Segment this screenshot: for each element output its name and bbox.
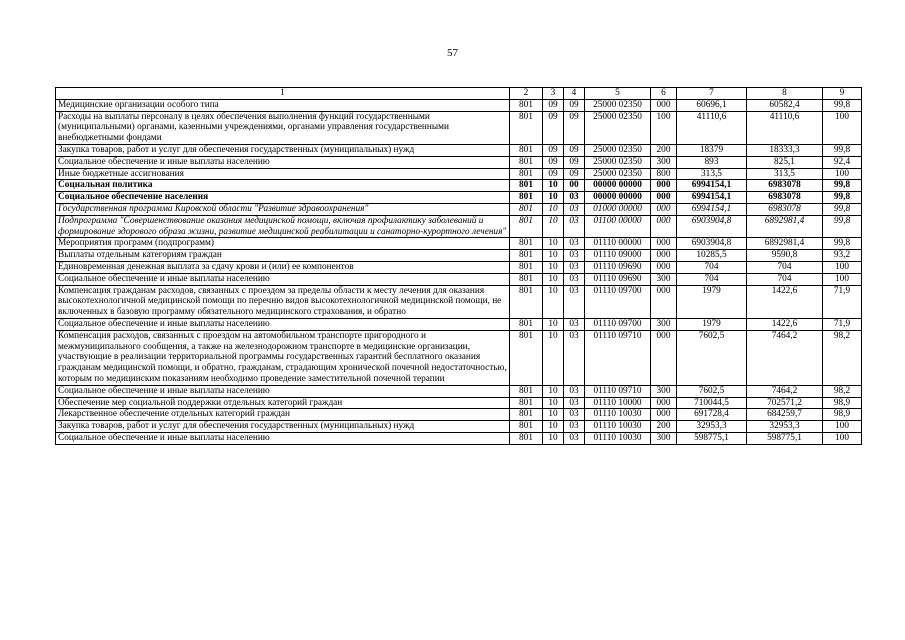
expense-type-code: 800	[651, 168, 677, 180]
planned-amount: 18379	[677, 144, 747, 156]
chapter-code: 801	[510, 261, 543, 273]
row-name: Социальная политика	[56, 180, 510, 192]
target-article-code: 01110 10000	[585, 397, 651, 409]
column-number: 6	[651, 88, 677, 100]
planned-amount: 1979	[677, 285, 747, 318]
expense-type-code: 300	[651, 156, 677, 168]
section-code: 10	[543, 273, 564, 285]
execution-percent: 100	[823, 273, 862, 285]
expense-type-code: 000	[651, 238, 677, 250]
section-code: 10	[543, 215, 564, 238]
expense-type-code: 000	[651, 203, 677, 215]
expense-type-code: 000	[651, 215, 677, 238]
table-row	[56, 432, 862, 444]
planned-amount: 6903904,8	[677, 238, 747, 250]
table-row	[56, 273, 862, 285]
row-name: Социальное обеспечение и иные выплаты населению	[56, 318, 510, 330]
expense-type-code: 000	[651, 285, 677, 318]
row-name: Социальное обеспечение населения	[56, 192, 510, 204]
expense-type-code: 000	[651, 330, 677, 385]
planned-amount: 60696,1	[677, 99, 747, 111]
section-code: 10	[543, 385, 564, 397]
target-article-code: 01110 10030	[585, 421, 651, 433]
actual-amount: 60582,4	[747, 99, 823, 111]
column-number: 9	[823, 88, 862, 100]
planned-amount: 893	[677, 156, 747, 168]
section-code: 10	[543, 250, 564, 262]
target-article-code: 01110 09710	[585, 330, 651, 385]
target-article-code: 01110 09700	[585, 318, 651, 330]
table-row	[56, 192, 862, 204]
target-article-code: 01110 10030	[585, 409, 651, 421]
actual-amount: 598775,1	[747, 432, 823, 444]
actual-amount: 704	[747, 273, 823, 285]
chapter-code: 801	[510, 156, 543, 168]
row-name: Социальное обеспечение и иные выплаты населению	[56, 273, 510, 285]
table-row	[56, 421, 862, 433]
subsection-code: 03	[564, 285, 585, 318]
expense-type-code: 100	[651, 111, 677, 144]
table-body	[56, 88, 862, 445]
actual-amount: 825,1	[747, 156, 823, 168]
actual-amount: 41110,6	[747, 111, 823, 144]
planned-amount: 704	[677, 273, 747, 285]
table-row	[56, 385, 862, 397]
subsection-code: 09	[564, 156, 585, 168]
table-row	[56, 238, 862, 250]
chapter-code: 801	[510, 99, 543, 111]
column-number-row	[56, 88, 862, 100]
actual-amount: 6983078	[747, 180, 823, 192]
execution-percent: 99,8	[823, 144, 862, 156]
subsection-code: 03	[564, 215, 585, 238]
section-code: 10	[543, 421, 564, 433]
target-article-code: 01100 00000	[585, 215, 651, 238]
row-name: Компенсация гражданам расходов, связанных с проездом за пределы области к месту лечения для оказания высокотехнологичной медицинской помощи по перечню видов высокотехнологичной медицинской помощи, не включенных в базовую программу обязательного медицинского страхования, и обратно	[56, 285, 510, 318]
execution-percent: 98,2	[823, 385, 862, 397]
expense-type-code: 300	[651, 318, 677, 330]
expense-type-code: 000	[651, 192, 677, 204]
actual-amount: 1422,6	[747, 318, 823, 330]
row-name: Иные бюджетные ассигнования	[56, 168, 510, 180]
chapter-code: 801	[510, 285, 543, 318]
chapter-code: 801	[510, 330, 543, 385]
section-code: 09	[543, 156, 564, 168]
planned-amount: 691728,4	[677, 409, 747, 421]
execution-percent: 99,8	[823, 99, 862, 111]
chapter-code: 801	[510, 409, 543, 421]
section-code: 10	[543, 318, 564, 330]
subsection-code: 03	[564, 421, 585, 433]
target-article-code: 01110 10030	[585, 432, 651, 444]
column-number: 7	[677, 88, 747, 100]
target-article-code: 00000 00000	[585, 180, 651, 192]
table-row	[56, 144, 862, 156]
row-name: Закупка товаров, работ и услуг для обеспечения государственных (муниципальных) нужд	[56, 421, 510, 433]
actual-amount: 7464,2	[747, 330, 823, 385]
execution-percent: 93,2	[823, 250, 862, 262]
target-article-code: 25000 02350	[585, 168, 651, 180]
expense-type-code: 000	[651, 409, 677, 421]
chapter-code: 801	[510, 168, 543, 180]
column-number: 2	[510, 88, 543, 100]
subsection-code: 03	[564, 385, 585, 397]
actual-amount: 7464,2	[747, 385, 823, 397]
row-name: Государственная программа Кировской области "Развитие здравоохранения"	[56, 203, 510, 215]
actual-amount: 9590,8	[747, 250, 823, 262]
target-article-code: 00000 00000	[585, 192, 651, 204]
planned-amount: 6994154,1	[677, 192, 747, 204]
execution-percent: 100	[823, 261, 862, 273]
execution-percent: 92,4	[823, 156, 862, 168]
target-article-code: 25000 02350	[585, 144, 651, 156]
actual-amount: 18333,3	[747, 144, 823, 156]
table-row	[56, 215, 862, 238]
row-name: Социальное обеспечение и иные выплаты населению	[56, 385, 510, 397]
subsection-code: 03	[564, 432, 585, 444]
column-number: 8	[747, 88, 823, 100]
expense-type-code: 000	[651, 180, 677, 192]
planned-amount: 704	[677, 261, 747, 273]
actual-amount: 313,5	[747, 168, 823, 180]
section-code: 10	[543, 192, 564, 204]
expense-type-code: 200	[651, 421, 677, 433]
execution-percent: 100	[823, 432, 862, 444]
table-row	[56, 203, 862, 215]
execution-percent: 99,8	[823, 203, 862, 215]
target-article-code: 01000 00000	[585, 203, 651, 215]
table-row	[56, 156, 862, 168]
table-row	[56, 168, 862, 180]
execution-percent: 71,9	[823, 318, 862, 330]
planned-amount: 7602,5	[677, 385, 747, 397]
chapter-code: 801	[510, 192, 543, 204]
section-code: 10	[543, 203, 564, 215]
expense-type-code: 300	[651, 385, 677, 397]
subsection-code: 03	[564, 409, 585, 421]
chapter-code: 801	[510, 421, 543, 433]
execution-percent: 71,9	[823, 285, 862, 318]
chapter-code: 801	[510, 250, 543, 262]
section-code: 10	[543, 285, 564, 318]
section-code: 10	[543, 397, 564, 409]
table-row	[56, 330, 862, 385]
row-name: Лекарственное обеспечение отдельных категорий граждан	[56, 409, 510, 421]
actual-amount: 32953,3	[747, 421, 823, 433]
section-code: 10	[543, 238, 564, 250]
target-article-code: 01110 09710	[585, 385, 651, 397]
subsection-code: 03	[564, 318, 585, 330]
row-name: Обеспечение мер социальной поддержки отдельных категорий граждан	[56, 397, 510, 409]
execution-percent: 100	[823, 421, 862, 433]
section-code: 10	[543, 330, 564, 385]
table-row	[56, 318, 862, 330]
actual-amount: 702571,2	[747, 397, 823, 409]
section-code: 10	[543, 261, 564, 273]
actual-amount: 6983078	[747, 192, 823, 204]
target-article-code: 01110 09690	[585, 261, 651, 273]
chapter-code: 801	[510, 180, 543, 192]
chapter-code: 801	[510, 144, 543, 156]
chapter-code: 801	[510, 203, 543, 215]
planned-amount: 6994154,1	[677, 203, 747, 215]
planned-amount: 10285,5	[677, 250, 747, 262]
subsection-code: 09	[564, 168, 585, 180]
row-name: Медицинские организации особого типа	[56, 99, 510, 111]
chapter-code: 801	[510, 111, 543, 144]
planned-amount: 1979	[677, 318, 747, 330]
row-name: Расходы на выплаты персоналу в целях обеспечения выполнения функций государственными (муниципальными) органами, казенными учреждениями, органами управления государственными внебюджетными фондами	[56, 111, 510, 144]
row-name: Компенсация расходов, связанных с проездом на автомобильном транспорте пригородного и межмуниципального сообщения, а также на железнодорожном транспорте в медицинские организации, участвующие в реализации территориальной программы государственных гарантий бесплатного оказания гражданам медицинской помощи, и обратно, гражданам, страдающим хронической почечной недостаточностью, которым по медицинским показаниям необходимо проведение заместительной почечной терапии	[56, 330, 510, 385]
section-code: 09	[543, 144, 564, 156]
column-number: 1	[56, 88, 510, 100]
execution-percent: 98,9	[823, 397, 862, 409]
execution-percent: 98,2	[823, 330, 862, 385]
page-number: 57	[447, 47, 458, 59]
planned-amount: 710044,5	[677, 397, 747, 409]
table-row	[56, 397, 862, 409]
section-code: 10	[543, 180, 564, 192]
actual-amount: 1422,6	[747, 285, 823, 318]
table-row	[56, 99, 862, 111]
row-name: Закупка товаров, работ и услуг для обеспечения государственных (муниципальных) нужд	[56, 144, 510, 156]
column-number: 4	[564, 88, 585, 100]
actual-amount: 6892981,4	[747, 238, 823, 250]
execution-percent: 99,8	[823, 180, 862, 192]
target-article-code: 01110 09000	[585, 250, 651, 262]
execution-percent: 99,8	[823, 215, 862, 238]
planned-amount: 41110,6	[677, 111, 747, 144]
table-row	[56, 250, 862, 262]
table-row	[56, 409, 862, 421]
planned-amount: 7602,5	[677, 330, 747, 385]
subsection-code: 03	[564, 250, 585, 262]
target-article-code: 01110 00000	[585, 238, 651, 250]
actual-amount: 684259,7	[747, 409, 823, 421]
expense-type-code: 000	[651, 250, 677, 262]
subsection-code: 00	[564, 180, 585, 192]
subsection-code: 03	[564, 192, 585, 204]
subsection-code: 03	[564, 238, 585, 250]
expense-type-code: 000	[651, 99, 677, 111]
table-row	[56, 111, 862, 144]
table-row	[56, 180, 862, 192]
row-name: Мероприятия программ (подпрограмм)	[56, 238, 510, 250]
target-article-code: 25000 02350	[585, 156, 651, 168]
target-article-code: 01110 09700	[585, 285, 651, 318]
actual-amount: 6983078	[747, 203, 823, 215]
planned-amount: 32953,3	[677, 421, 747, 433]
section-code: 09	[543, 168, 564, 180]
subsection-code: 03	[564, 203, 585, 215]
expense-type-code: 000	[651, 397, 677, 409]
row-name: Выплаты отдельным категориям граждан	[56, 250, 510, 262]
row-name: Единовременная денежная выплата за сдачу крови и (или) ее компонентов	[56, 261, 510, 273]
target-article-code: 01110 09690	[585, 273, 651, 285]
subsection-code: 03	[564, 261, 585, 273]
chapter-code: 801	[510, 215, 543, 238]
row-name: Социальное обеспечение и иные выплаты населению	[56, 156, 510, 168]
execution-percent: 99,8	[823, 238, 862, 250]
table-row	[56, 285, 862, 318]
expense-type-code: 200	[651, 144, 677, 156]
subsection-code: 09	[564, 111, 585, 144]
column-number: 3	[543, 88, 564, 100]
actual-amount: 6892981,4	[747, 215, 823, 238]
planned-amount: 598775,1	[677, 432, 747, 444]
section-code: 10	[543, 409, 564, 421]
subsection-code: 09	[564, 99, 585, 111]
planned-amount: 6903904,8	[677, 215, 747, 238]
subsection-code: 09	[564, 144, 585, 156]
planned-amount: 313,5	[677, 168, 747, 180]
section-code: 09	[543, 111, 564, 144]
execution-percent: 99,8	[823, 192, 862, 204]
execution-percent: 100	[823, 111, 862, 144]
table-row	[56, 261, 862, 273]
section-code: 09	[543, 99, 564, 111]
target-article-code: 25000 02350	[585, 99, 651, 111]
column-number: 5	[585, 88, 651, 100]
execution-percent: 100	[823, 168, 862, 180]
execution-percent: 98,9	[823, 409, 862, 421]
chapter-code: 801	[510, 238, 543, 250]
expense-type-code: 300	[651, 432, 677, 444]
expense-type-code: 000	[651, 261, 677, 273]
chapter-code: 801	[510, 432, 543, 444]
chapter-code: 801	[510, 318, 543, 330]
row-name: Подпрограмма "Совершенствование оказания медицинской помощи, включая профилактику заболеваний и формирование здорового образа жизни, развитие медицинской реабилитации и санаторно-курортного лечения"	[56, 215, 510, 238]
expense-type-code: 300	[651, 273, 677, 285]
subsection-code: 03	[564, 330, 585, 385]
budget-table	[55, 87, 862, 445]
section-code: 10	[543, 432, 564, 444]
chapter-code: 801	[510, 397, 543, 409]
target-article-code: 25000 02350	[585, 111, 651, 144]
subsection-code: 03	[564, 397, 585, 409]
planned-amount: 6994154,1	[677, 180, 747, 192]
chapter-code: 801	[510, 385, 543, 397]
row-name: Социальное обеспечение и иные выплаты населению	[56, 432, 510, 444]
actual-amount: 704	[747, 261, 823, 273]
chapter-code: 801	[510, 273, 543, 285]
subsection-code: 03	[564, 273, 585, 285]
